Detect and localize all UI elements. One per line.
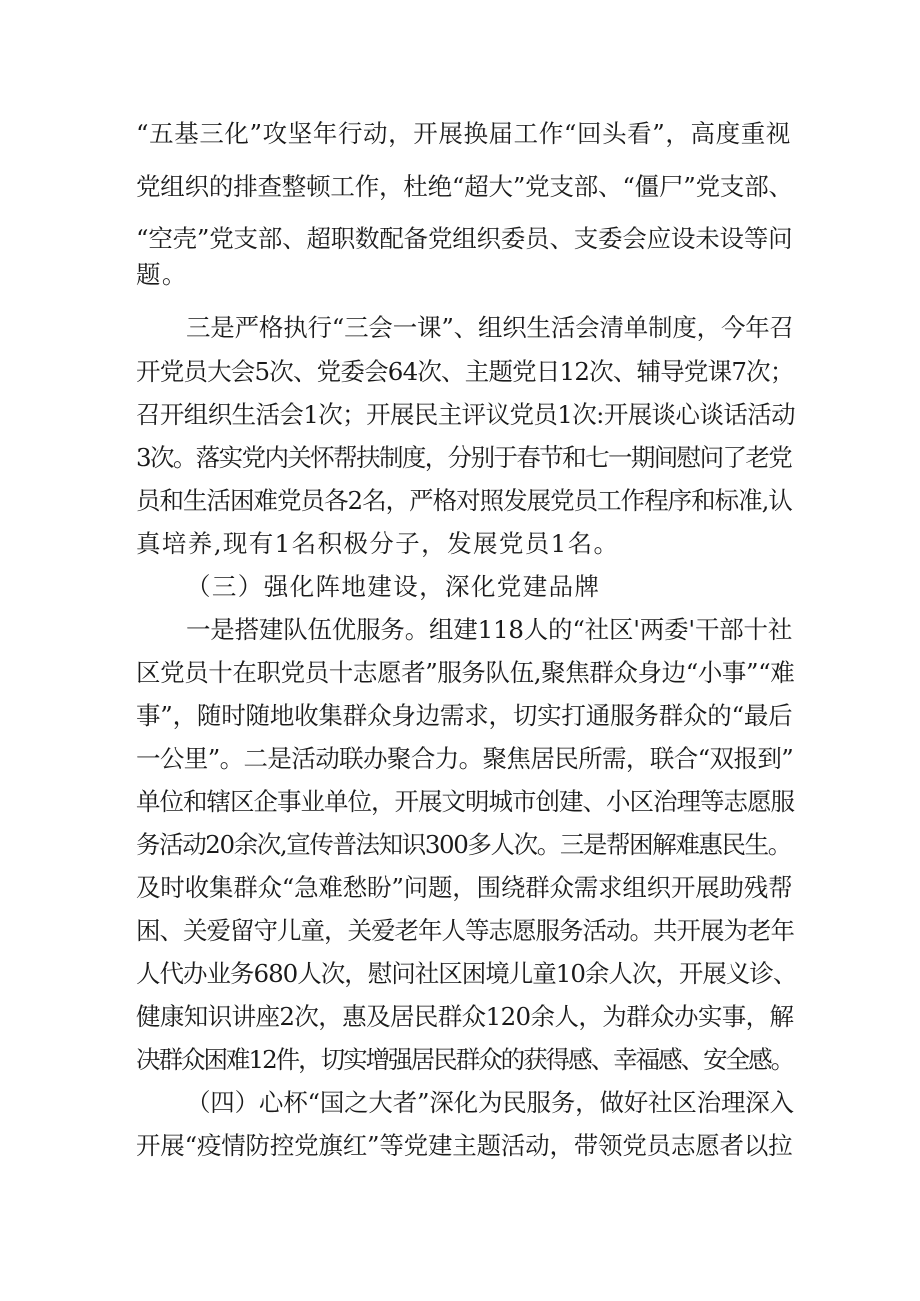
text-line: 开展“疫情防控党旗红”等党建主题活动，带领党员志愿者以拉 <box>136 1131 793 1160</box>
text-line: “空壳”党支部、超职数配备党组织委员、支委会应设未设等问 <box>136 224 793 253</box>
text-line: 三是严格执行“三会一课”、组织生活会清单制度，今年召 <box>186 313 794 342</box>
section-heading: （四）心杯“国之大者”深化为民服务，做好社区治理深入 <box>186 1088 794 1117</box>
text-line: 单位和辖区企事业单位，开展文明城市创建、小区治理等志愿服 <box>136 787 794 816</box>
text-line: 一是搭建队伍优服务。组建118人的“社区'两委'干部十社 <box>186 615 793 644</box>
text-line: 务活动20余次,宣传普法知识300多人次。三是帮困解难惠民生。 <box>136 830 791 859</box>
text-line: 决群众困难12件，切实增强居民群众的获得感、幸福感、安全感。 <box>136 1045 794 1074</box>
text-line: 题。 <box>136 260 188 289</box>
text-line: 召开组织生活会1次；开展民主评议党员1次:开展谈心谈话活动 <box>136 400 796 429</box>
section-heading: （三）强化阵地建设，深化党建品牌 <box>186 572 601 601</box>
text-line: 事”，随时随地收集群众身边需求，切实打通服务群众的“最后 <box>136 701 793 730</box>
text-line: 及时收集群众“急难愁盼”问题，围绕群众需求组织开展助残帮 <box>136 873 793 902</box>
text-line: 3次。落实党内关怀帮扶制度，分别于春节和七一期间慰问了老党 <box>136 443 792 472</box>
text-line: “五基三化”攻坚年行动，开展换届工作“回头看”，高度重视 <box>136 119 791 148</box>
text-line: 员和生活困难党员各2名，严格对照发展党员工作程序和标准,认 <box>136 486 792 515</box>
text-line: 开党员大会5次、党委会64次、主题党日12次、辅导党课7次； <box>136 357 794 386</box>
text-line: 真培养,现有1名积极分子，发展党员1名。 <box>136 529 620 558</box>
text-line: 党组织的排查整顿工作，杜绝“超大”党支部、“僵尸”党支部、 <box>136 172 793 201</box>
text-line: 健康知识讲座2次，惠及居民群众120余人，为群众办实事，解 <box>136 1002 794 1031</box>
text-line: 困、关爱留守儿童，关爱老年人等志愿服务活动。共开展为老年 <box>136 916 794 945</box>
text-line: 人代办业务680人次，慰问社区困境儿童10余人次，开展义诊、 <box>136 959 797 988</box>
text-line: 一公里”。二是活动联办聚合力。聚焦居民所需，联合“双报到” <box>136 744 794 773</box>
text-line: 区党员十在职党员十志愿者”服务队伍,聚焦群众身边“小事”“难 <box>136 658 795 687</box>
